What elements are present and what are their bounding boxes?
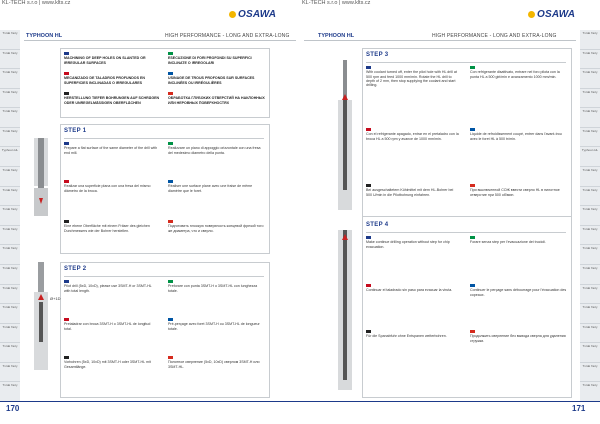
sidebar-tab[interactable]: Tvrdé frézy	[0, 324, 20, 344]
sidebar-tab[interactable]: Tvrdé frézy	[580, 226, 600, 246]
sidebar-tab[interactable]: Tvrdé frézy	[580, 285, 600, 305]
step2-en: Pilot drill (5xD, 10xD), please use 3SMT-H or 3SMT-HL with total length.	[64, 280, 158, 293]
flag-es-icon	[366, 284, 371, 287]
intro-ru: ОБРАБОТКА ГЛУБОКИХ ОТВЕРСТИЙ НА НАКЛОННЫХ ИЛИ НЕРОВНЫХ ПОВЕРХНОСТЯХ	[168, 92, 266, 105]
step1-fr: Réaliser une surface plane avec une fraise de même diamètre que le foret.	[168, 180, 266, 193]
sidebar-tab[interactable]: Tvrdé frézy	[580, 108, 600, 128]
header-url-left[interactable]: KL-TECH s.r.o | www.klts.cz	[2, 0, 71, 6]
sidebar-tab[interactable]: Tvrdé frézy	[0, 69, 20, 89]
logo-text: OSAWA	[537, 9, 576, 20]
flag-ru-icon	[168, 220, 173, 223]
step4-rule	[366, 232, 566, 233]
flag-fr-icon	[470, 284, 475, 287]
section-rule-left	[24, 40, 296, 41]
sidebar-tab[interactable]: Tvrdé frézy	[580, 304, 600, 324]
step1-en: Prepare a flat surface of the same diameter of the drill with end mill.	[64, 142, 158, 155]
step3-rule	[366, 62, 566, 63]
step1-ru: Подготовить плоскую поверхность концевой фрезой того же диаметра, что и сверло.	[168, 220, 266, 233]
header-url-right[interactable]: KL-TECH s.r.o | www.klts.cz	[302, 0, 371, 6]
step2-ru: Пилотное сверление (5xD, 10xD) сверлом 3SMT-H или 3SMT-HL.	[168, 356, 266, 369]
sidebar-tab[interactable]: Tvrdé frézy	[580, 245, 600, 265]
sidebar-tab[interactable]: Tvrdé frézy	[580, 30, 600, 50]
flag-es-icon	[64, 180, 69, 183]
step4-it: Forare senza step per l'evacuazione dei trucioli.	[470, 236, 568, 245]
sidebar-tab[interactable]: Tvrdé frézy	[0, 285, 20, 305]
flag-uk-icon	[366, 66, 371, 69]
step2-es: Pretaladrar con broca 3SMT-H o 3SMT-HL de longitud total.	[64, 318, 158, 331]
sidebar-tab[interactable]: Tvrdé frézy	[580, 89, 600, 109]
sidebar-tab[interactable]: Tvrdé frézy	[580, 50, 600, 70]
flag-it-icon	[168, 280, 173, 283]
section-title-left: TYPHOON HL	[26, 33, 63, 39]
flag-fr-icon	[168, 72, 173, 75]
step1-es: Realizar una superficie plana con una fresa del mismo diámetro de la broca.	[64, 180, 158, 193]
step1-it: Realizzare un piano di appoggio orizzontale con una fresa del medesimo diametro della punta.	[168, 142, 266, 155]
logo-mark-icon	[229, 11, 236, 18]
sidebar-tab[interactable]: Typhoon HL	[0, 147, 20, 167]
sidebar-tab[interactable]: Tvrdé frézy	[580, 343, 600, 363]
sidebar-tab[interactable]: Tvrdé frézy	[0, 30, 20, 50]
flag-ru-icon	[470, 184, 475, 187]
step2-label: STEP 2	[64, 266, 87, 272]
flag-uk-icon	[366, 236, 371, 239]
sidebar-tab[interactable]: Tvrdé frézy	[580, 167, 600, 187]
section-subtitle-right: HIGH PERFORMANCE - LONG AND EXTRA-LONG	[432, 33, 557, 39]
flag-fr-icon	[168, 318, 173, 321]
step3-it: Con refrigerante disattivato, entrare nel foro pilota con la punta HL a 500 giri/min e avanzamento 1000 mm/min.	[470, 66, 568, 79]
step2-fr: Pré-perçage avec foret 3SMT-H ou 3SMT-HL de longueur totale.	[168, 318, 266, 331]
sidebar-tab[interactable]: Tvrdé frézy	[0, 304, 20, 324]
sidebar-left	[0, 30, 20, 402]
step3-label: STEP 3	[366, 52, 389, 58]
sidebar-tab[interactable]: Tvrdé frézy	[580, 363, 600, 383]
sidebar-tab[interactable]: Tvrdé frézy	[0, 187, 20, 207]
logo-mark-icon	[528, 11, 535, 18]
flag-de-icon	[366, 330, 371, 333]
sidebar-tab[interactable]: Tvrdé frézy	[0, 343, 20, 363]
step3-en: With coolant turned off, enter the pilot hole with HL drill at 500 rpm and feed 1000 mm/min. Rotate the HL drill to depth of 2 mm, then stop supplying the coolant and start drilling.	[366, 66, 460, 87]
logo-right	[528, 9, 575, 20]
sidebar-tab[interactable]: Tvrdé frézy	[0, 245, 20, 265]
intro-de: HERSTELLUNG TIEFER BOHRUNGEN AUF SCHRÄGEN ODER UNREGELMÄSSIGEN OBERFLÄCHEN	[64, 92, 160, 105]
step1-rule	[64, 138, 264, 139]
step4-en: Make continue drilling operation without step for chip evacuation.	[366, 236, 460, 249]
dim-label: Ø+1D	[50, 296, 61, 301]
intro-it: ESECUZIONE DI FORI PROFONDI SU SUPERFICI INCLINATE O IRREGOLARI	[168, 52, 266, 65]
step4-es: Continuar el taladrado sin paso para evacuar la viruta.	[366, 284, 460, 293]
section-subtitle-left: HIGH PERFORMANCE - LONG AND EXTRA-LONG	[165, 33, 290, 39]
footer-rule-left	[0, 401, 300, 402]
drill-illustration-step1	[30, 138, 52, 218]
step3-es: Con el refrigerante apagado, entrar en el pretaladro con la broca HL a 500 rpm y avance de 1000 mm/min.	[366, 128, 460, 141]
sidebar-tab[interactable]: Tvrdé frézy	[0, 89, 20, 109]
step4-fr: Continuer le perçage sans débourrage pour l'évacuation des copeaux.	[470, 284, 568, 297]
sidebar-tab[interactable]: Tvrdé frézy	[580, 265, 600, 285]
sidebar-tab[interactable]: Tvrdé frézy	[0, 167, 20, 187]
step3-ru: При выключенной СОЖ ввести сверло HL в пилотное отверстие при 500 об/мин.	[470, 184, 568, 197]
sidebar-tab[interactable]: Tvrdé frézy	[0, 382, 20, 402]
intro-en: MACHINING OF DEEP HOLES ON SLANTED OR IRREGULAR SURFACES	[64, 52, 160, 65]
sidebar-tab[interactable]: Tvrdé frézy	[0, 128, 20, 148]
flag-de-icon	[366, 184, 371, 187]
step3-fr: Liquide de refroidissement coupé, entrer dans l'avant-trou avec le foret HL à 500 tr/min.	[470, 128, 568, 141]
sidebar-tab[interactable]: Tvrdé frézy	[580, 187, 600, 207]
step3-de: Bei ausgeschaltetem Kühlmittel mit dem HL-Bohrer bei 500 U/min in die Pilotbohrung einfahren.	[366, 184, 460, 197]
step2-it: Preforare con punta 3SMT-H o 3SMT-HL con lunghezza totale.	[168, 280, 266, 293]
step2-rule	[64, 276, 264, 277]
drill-illustration-step2	[30, 262, 52, 372]
drill-illustration-step4	[334, 230, 356, 390]
sidebar-tab[interactable]: Tvrdé frézy	[0, 206, 20, 226]
flag-ru-icon	[168, 356, 173, 359]
sidebar-tab[interactable]: Tvrdé frézy	[0, 108, 20, 128]
sidebar-right	[580, 30, 600, 402]
flag-ru-icon	[470, 330, 475, 333]
intro-fr: USINAGE DE TROUS PROFONDS SUR SURFACES INCLINÉES OU IRRÉGULIÈRES	[168, 72, 266, 85]
step4-label: STEP 4	[366, 222, 389, 228]
sidebar-tab[interactable]: Tvrdé frézy	[580, 69, 600, 89]
step1-label: STEP 1	[64, 128, 87, 134]
flag-uk-icon	[64, 52, 69, 55]
sidebar-tab[interactable]: Tvrdé frézy	[580, 206, 600, 226]
step1-de: Eine ebene Oberfläche mit einem Fräser des gleichen Durchmessers wie der Bohrer herstellen.	[64, 220, 158, 233]
logo-text: OSAWA	[238, 9, 277, 20]
flag-fr-icon	[470, 128, 475, 131]
flag-uk-icon	[64, 280, 69, 283]
section-rule-right	[304, 40, 576, 41]
step2-de: Vorbohren (5xD, 10xD) mit 3SMT-H oder 3SMT-HL mit Gesamtlänge.	[64, 356, 158, 369]
flag-de-icon	[64, 92, 69, 95]
logo-left	[229, 9, 276, 20]
flag-de-icon	[64, 356, 69, 359]
flag-it-icon	[470, 66, 475, 69]
flag-it-icon	[168, 142, 173, 145]
flag-de-icon	[64, 220, 69, 223]
page-number-right: 171	[572, 404, 586, 413]
sidebar-tab[interactable]: Tvrdé frézy	[580, 128, 600, 148]
sidebar-tab[interactable]: Typhoon HL	[580, 147, 600, 167]
flag-it-icon	[470, 236, 475, 239]
intro-es: MECANIZADO DE TALADROS PROFUNDOS EN SUPERFICIES INCLINADAS O IRREGULARES	[64, 72, 160, 85]
drill-illustration-step3	[334, 60, 356, 210]
sidebar-tab[interactable]: Tvrdé frézy	[0, 226, 20, 246]
flag-fr-icon	[168, 180, 173, 183]
sidebar-tab[interactable]: Tvrdé frézy	[580, 382, 600, 402]
flag-es-icon	[64, 72, 69, 75]
flag-ru-icon	[168, 92, 173, 95]
flag-es-icon	[64, 318, 69, 321]
flag-es-icon	[366, 128, 371, 131]
flag-it-icon	[168, 52, 173, 55]
sidebar-tab[interactable]: Tvrdé frézy	[580, 324, 600, 344]
sidebar-tab[interactable]: Tvrdé frézy	[0, 50, 20, 70]
step4-ru: Продолжить сверление без вывода сверла для удаления стружки.	[470, 330, 568, 343]
page-number-left: 170	[6, 404, 20, 413]
flag-uk-icon	[64, 142, 69, 145]
section-title-right: TYPHOON HL	[318, 33, 355, 39]
step4-de: Für die Spanabfuhr ohne Entspanen weiterbohren.	[366, 330, 460, 339]
sidebar-tab[interactable]: Tvrdé frézy	[0, 363, 20, 383]
footer-rule-right	[300, 401, 600, 402]
sidebar-tab[interactable]: Tvrdé frézy	[0, 265, 20, 285]
